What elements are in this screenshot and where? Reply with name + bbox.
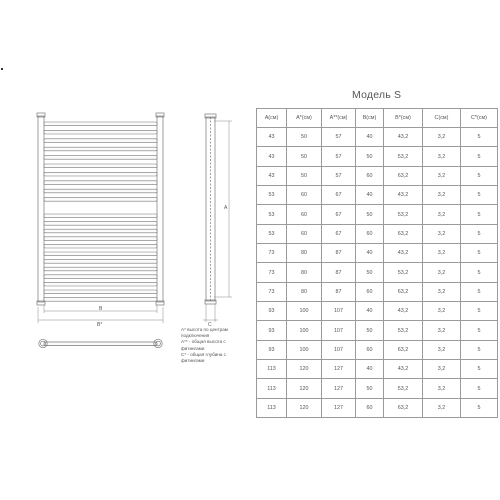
table-cell: 93: [257, 302, 287, 321]
table-cell: 3,2: [423, 186, 461, 205]
table-cell: 80: [287, 263, 322, 282]
towel-bar: [44, 130, 157, 134]
towel-bar: [44, 214, 157, 218]
table-cell: 63,2: [384, 340, 423, 359]
model-title: Модель S: [352, 89, 402, 101]
table-cell: 63,2: [384, 224, 423, 243]
towel-bar: [44, 229, 157, 233]
towel-bar: [44, 222, 157, 226]
table-cell: 50: [287, 166, 322, 185]
table-cell: 5: [461, 244, 498, 263]
note-line: C* - общая глубина с: [181, 351, 226, 357]
table-cell: 60: [356, 340, 384, 359]
note-line: фитингами: [181, 358, 205, 364]
table-cell: 43,2: [384, 186, 423, 205]
table-cell: 53: [257, 224, 287, 243]
table-cell: 87: [322, 244, 356, 263]
towel-bar: [44, 198, 157, 202]
table-cell: 100: [287, 302, 322, 321]
table-cell: 43: [257, 128, 287, 147]
table-cell: 53: [257, 186, 287, 205]
table-cell: 50: [287, 128, 322, 147]
towel-bar: [44, 244, 157, 248]
dim-label-b-star: B*: [97, 322, 103, 328]
table-cell: 107: [322, 321, 356, 340]
table-cell: 50: [287, 147, 322, 166]
table-cell: 60: [287, 205, 322, 224]
table-row: [257, 282, 498, 301]
table-cell: 5: [461, 186, 498, 205]
table-cell: 53,2: [384, 205, 423, 224]
table-cell: 57: [322, 166, 356, 185]
towel-bar: [44, 237, 157, 241]
table-cell: 63,2: [384, 166, 423, 185]
table-cell: 107: [322, 340, 356, 359]
table-cell: 73: [257, 263, 287, 282]
note-line: подключения: [181, 333, 210, 339]
table-cell: 100: [287, 340, 322, 359]
towel-bar: [44, 282, 157, 286]
table-cell: 3,2: [423, 224, 461, 243]
table-cell: 5: [461, 340, 498, 359]
table-row: [257, 128, 498, 147]
table-cell: 87: [322, 282, 356, 301]
table-cell: 50: [356, 263, 384, 282]
table-row: [257, 321, 498, 340]
table-cell: 120: [287, 360, 322, 379]
table-cell: 67: [322, 224, 356, 243]
table-cell: 127: [322, 360, 356, 379]
table-cell: 57: [322, 147, 356, 166]
table-cell: 3,2: [423, 360, 461, 379]
header-cell: B*(см): [384, 109, 423, 128]
table-cell: 80: [287, 282, 322, 301]
table-cell: 3,2: [423, 321, 461, 340]
header-cell: A*(см): [287, 109, 322, 128]
table-cell: 53,2: [384, 263, 423, 282]
table-cell: 5: [461, 224, 498, 243]
left-collector: [38, 116, 44, 302]
towel-bar: [44, 147, 157, 151]
table-cell: 3,2: [423, 398, 461, 417]
towel-bar: [44, 164, 157, 168]
table-row: [257, 166, 498, 185]
table-cell: 100: [287, 321, 322, 340]
table-cell: 113: [257, 379, 287, 398]
table-cell: 60: [356, 282, 384, 301]
table-cell: 53,2: [384, 321, 423, 340]
table-cell: 50: [356, 205, 384, 224]
table-cell: 3,2: [423, 166, 461, 185]
table-cell: 40: [356, 186, 384, 205]
table-cell: 3,2: [423, 379, 461, 398]
table-cell: 43: [257, 166, 287, 185]
towel-bar: [44, 298, 157, 302]
drawing-notes: [181, 327, 261, 364]
table-row: [257, 360, 498, 379]
table-cell: 3,2: [423, 302, 461, 321]
header-cell: A(см): [257, 109, 287, 128]
table-cell: 73: [257, 282, 287, 301]
table-cell: 67: [322, 186, 356, 205]
table-cell: 120: [287, 379, 322, 398]
table-cell: 60: [287, 186, 322, 205]
table-cell: 93: [257, 321, 287, 340]
table-cell: 93: [257, 340, 287, 359]
table-cell: 40: [356, 128, 384, 147]
table-cell: 80: [287, 244, 322, 263]
table-cell: 40: [356, 244, 384, 263]
table-cell: 67: [322, 205, 356, 224]
table-cell: 60: [356, 166, 384, 185]
dim-label-c: C: [208, 322, 212, 328]
table-cell: 5: [461, 147, 498, 166]
table-cell: 5: [461, 321, 498, 340]
header-cell: A**(см): [322, 109, 356, 128]
table-cell: 3,2: [423, 263, 461, 282]
towel-bar: [44, 275, 157, 279]
table-row: [257, 244, 498, 263]
table-cell: 87: [322, 263, 356, 282]
towel-bar: [44, 260, 157, 264]
spec-table: [256, 108, 498, 418]
table-cell: 120: [287, 398, 322, 417]
table-cell: 43,2: [384, 360, 423, 379]
table-cell: 63,2: [384, 282, 423, 301]
table-cell: 3,2: [423, 147, 461, 166]
table-row: [257, 205, 498, 224]
table-cell: 113: [257, 398, 287, 417]
table-cell: 53,2: [384, 147, 423, 166]
towel-bar: [44, 290, 157, 294]
table-cell: 127: [322, 379, 356, 398]
table-cell: 43: [257, 147, 287, 166]
header-cell: B(см): [356, 109, 384, 128]
table-cell: 3,2: [423, 282, 461, 301]
towel-bar: [44, 267, 157, 271]
table-cell: 5: [461, 360, 498, 379]
table-cell: 50: [356, 321, 384, 340]
table-row: [257, 379, 498, 398]
table-row: [257, 302, 498, 321]
bottom-view-bar: [44, 342, 157, 346]
table-cell: 73: [257, 244, 287, 263]
towel-bar: [44, 139, 157, 143]
towel-bar: [44, 252, 157, 256]
table-cell: 3,2: [423, 205, 461, 224]
table-cell: 40: [356, 302, 384, 321]
table-row: [257, 224, 498, 243]
table-body: [257, 128, 498, 418]
note-line: A* высота по центрам: [181, 327, 228, 332]
table-row: [257, 186, 498, 205]
table-cell: 43,2: [384, 244, 423, 263]
table-row: [257, 398, 498, 417]
table-cell: 53,2: [384, 379, 423, 398]
dim-label-a: A: [224, 205, 228, 211]
table-cell: 43,2: [384, 302, 423, 321]
table-cell: 60: [287, 224, 322, 243]
table-cell: 5: [461, 128, 498, 147]
table-cell: 113: [257, 360, 287, 379]
towel-bar: [44, 156, 157, 160]
table-cell: 5: [461, 166, 498, 185]
dim-label-b: B: [99, 306, 103, 312]
table-row: [257, 340, 498, 359]
table-row: [257, 147, 498, 166]
table-cell: 5: [461, 398, 498, 417]
note-line: фитингами: [181, 345, 205, 351]
table-cell: 3,2: [423, 244, 461, 263]
table-cell: 57: [322, 128, 356, 147]
header-cell: C*(см): [461, 109, 498, 128]
table-cell: 5: [461, 282, 498, 301]
table-cell: 107: [322, 302, 356, 321]
header-cell: C(см): [423, 109, 461, 128]
table-cell: 50: [356, 379, 384, 398]
towel-bar: [44, 122, 157, 126]
towel-bar: [44, 172, 157, 176]
right-collector: [157, 116, 163, 302]
table-header-row: [257, 109, 498, 128]
towel-bar: [44, 189, 157, 193]
table-cell: 60: [356, 224, 384, 243]
table-cell: 50: [356, 147, 384, 166]
table-cell: 5: [461, 205, 498, 224]
table-cell: 53: [257, 205, 287, 224]
table-cell: 3,2: [423, 128, 461, 147]
table-cell: 63,2: [384, 398, 423, 417]
table-cell: 40: [356, 360, 384, 379]
table-row: [257, 263, 498, 282]
table-cell: 127: [322, 398, 356, 417]
table-cell: 3,2: [423, 340, 461, 359]
table-cell: 60: [356, 398, 384, 417]
table-cell: 5: [461, 379, 498, 398]
table-cell: 5: [461, 263, 498, 282]
towel-bar: [44, 181, 157, 185]
table-cell: 5: [461, 302, 498, 321]
table-cell: 43,2: [384, 128, 423, 147]
note-line: A** - общая высота с: [181, 339, 226, 345]
